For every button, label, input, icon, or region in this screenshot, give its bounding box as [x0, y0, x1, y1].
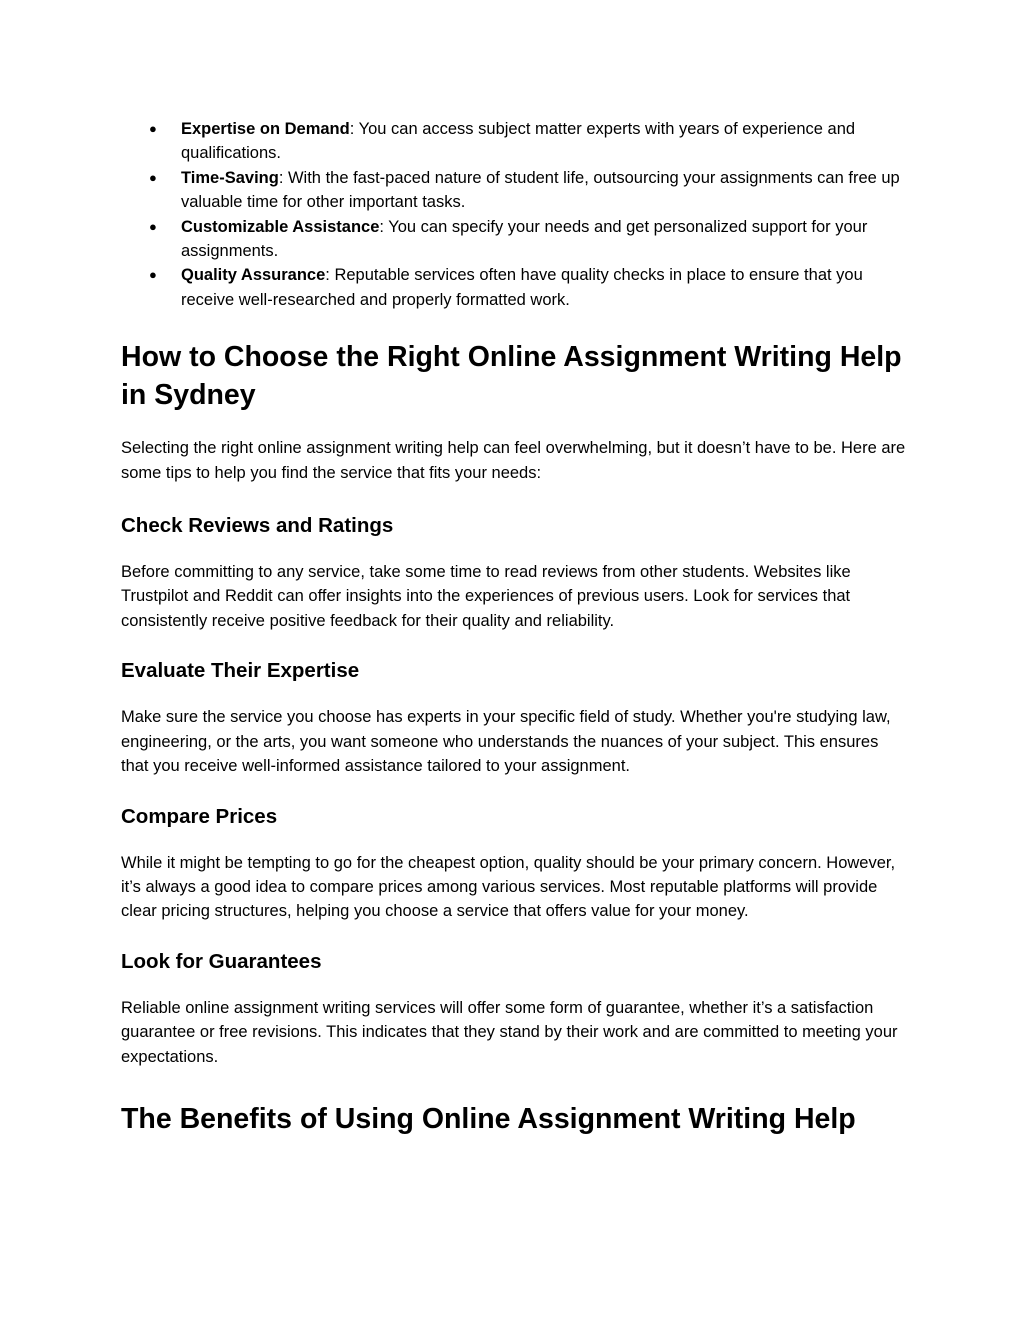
bullet-term: Customizable Assistance [181, 217, 380, 236]
paragraph-expertise: Make sure the service you choose has experts in your specific field of study. Whether you're studying law, engineering, or the arts, you want someone who understands the nuances of your subject. This ensures that you receive well-informed assistance tailored to your assignment. [121, 708, 891, 776]
bullet-text: : You can specify your needs and get personalized support for your assignments. [181, 217, 868, 261]
section-intro-paragraph: Selecting the right online assignment writing help can feel overwhelming, but it doesn’t have to be. Here are some tips to help you find the service that fits your needs: [121, 439, 906, 482]
bullet-term: Expertise on Demand [181, 120, 350, 138]
subheading-prices: Compare Prices [121, 804, 278, 828]
bullet-text: : With the fast-paced nature of student life, outsourcing your assignments can free up valuable time for other important tasks. [181, 168, 900, 212]
bullet-dot-icon: ● [149, 218, 157, 234]
paragraph-reviews: Before committing to any service, take some time to read reviews from other students. Websites like Trustpilot and Reddit can offer insights into the experiences of previous users. Look for services that consistently receive positive feedback for their quality and reliability. [121, 563, 851, 630]
subheading-reviews: Check Reviews and Ratings [121, 514, 394, 538]
paragraph-prices: While it might be tempting to go for the cheapest option, quality should be your primary concern. However, it’s always a good idea to compare prices among various services. Most reputable platforms will provide clear pricing structures, helping you choose a service that offers value for your money. [121, 853, 896, 921]
bullet-dot-icon: ● [149, 121, 157, 136]
bullet-term: Time-Saving [181, 168, 279, 187]
subheading-guarantees: Look for Guarantees [121, 949, 322, 973]
document-page [121, 117, 906, 1138]
benefits-bullet-list [121, 117, 906, 312]
section-heading-choose: How to Choose the Right Online Assignment Writing Help in Sydney [121, 341, 902, 412]
paragraph-guarantees: Reliable online assignment writing services will offer some form of guarantee, whether it’s a satisfaction guarantee or free revisions. This indicates that they stand by their work and are committed to meeting your expectations. [121, 998, 898, 1066]
bullet-item-quality [121, 263, 906, 312]
bullet-dot-icon: ● [149, 267, 157, 283]
bullet-item-customizable [121, 215, 906, 264]
bullet-item-time-saving [121, 166, 906, 215]
section-heading-benefits: The Benefits of Using Online Assignment Writing Help [121, 1102, 856, 1135]
bullet-item-expertise [121, 117, 906, 166]
subheading-expertise: Evaluate Their Expertise [121, 659, 360, 683]
bullet-text: : You can access subject matter experts with years of experience and qualifications. [181, 120, 856, 163]
bullet-text: : Reputable services often have quality checks in place to ensure that you receive well-researched and properly formatted work. [181, 266, 863, 309]
bullet-term: Quality Assurance [181, 266, 326, 285]
bullet-dot-icon: ● [149, 169, 157, 185]
